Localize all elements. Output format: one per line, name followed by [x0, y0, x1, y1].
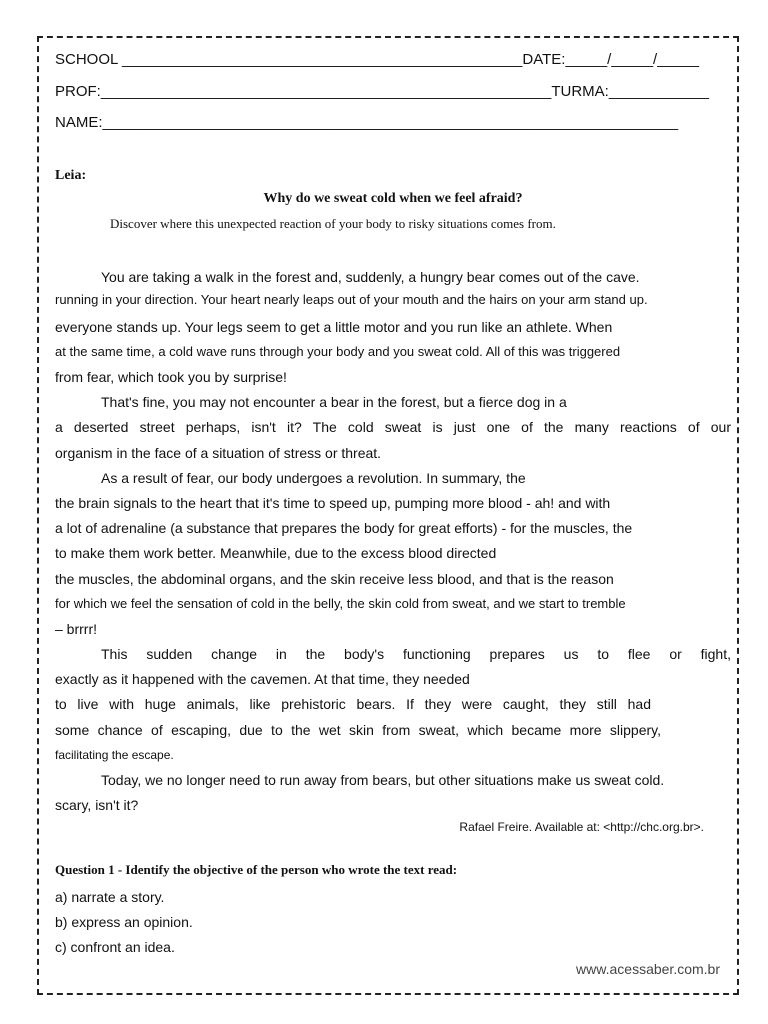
article-line: at the same time, a cold wave runs through your body and you sweat cold. All of this was triggered — [55, 344, 621, 359]
article-line: organism in the face of a situation of stress or threat. — [55, 445, 382, 461]
page-border — [37, 36, 739, 995]
article-line: – brrrr! — [55, 621, 97, 637]
article-line: That's fine, you may not encounter a bear in the forest, but a fierce dog in a — [101, 394, 567, 410]
article-line: facilitating the escape. — [55, 748, 174, 762]
article-line: a deserted street perhaps, isn't it? The cold sweat is just one of the many reactions of our — [55, 419, 731, 435]
leia-label: Leia: — [55, 168, 87, 183]
article-line: running in your direction. Your heart nearly leaps out of your mouth and the hairs on your arm stand up. — [55, 292, 648, 307]
article-line: from fear, which took you by surprise! — [55, 369, 287, 385]
source-credit: Rafael Freire. Available at: <http://chc.org.br>. — [459, 820, 704, 834]
article-subtitle: Discover where this unexpected reaction of your body to risky situations comes from. — [110, 216, 556, 231]
article-line: scary, isn't it? — [55, 797, 139, 813]
article-line: to live with huge animals, like prehistoric bears. If they were caught, they still had — [55, 696, 651, 712]
article-line: the muscles, the abdominal organs, and the skin receive less blood, and that is the reason — [55, 571, 614, 587]
prof-turma-line: PROF:______________________________________________________TURMA:____________ — [55, 83, 709, 100]
article-line: everyone stands up. Your legs seem to get a little motor and you run like an athlete. When — [55, 319, 613, 335]
article-line: As a result of fear, our body undergoes a revolution. In summary, the — [101, 470, 526, 486]
article-line: Today, we no longer need to run away from bears, but other situations make us sweat cold. — [101, 772, 665, 788]
article-title: Why do we sweat cold when we feel afraid? — [263, 191, 523, 206]
article-line: the brain signals to the heart that it's time to speed up, pumping more blood - ah! and with — [55, 495, 611, 511]
school-date-line: SCHOOL ________________________________________________DATE:_____/_____/_____ — [55, 51, 699, 68]
question-prompt: Question 1 - Identify the objective of the person who wrote the text read: — [55, 862, 458, 877]
footer-url: www.acessaber.com.br — [576, 961, 720, 977]
article-line: a lot of adrenaline (a substance that prepares the body for great efforts) - for the muscles, the — [55, 520, 633, 536]
article-line: to make them work better. Meanwhile, due to the excess blood directed — [55, 545, 497, 561]
article-line: You are taking a walk in the forest and, suddenly, a hungry bear comes out of the cave. — [101, 269, 640, 285]
answer-option-a: a) narrate a story. — [55, 889, 165, 905]
name-line: NAME:_____________________________________________________________________ — [55, 114, 679, 131]
article-line: some chance of escaping, due to the wet skin from sweat, which became more slippery, — [55, 722, 661, 738]
article-line: exactly as it happened with the cavemen. At that time, they needed — [55, 671, 470, 687]
article-line: This sudden change in the body's functioning prepares us to flee or fight, — [101, 646, 731, 662]
article-line: for which we feel the sensation of cold in the belly, the skin cold from sweat, and we start to tremble — [55, 596, 626, 611]
answer-option-b: b) express an opinion. — [55, 914, 193, 930]
answer-option-c: c) confront an idea. — [55, 939, 175, 955]
